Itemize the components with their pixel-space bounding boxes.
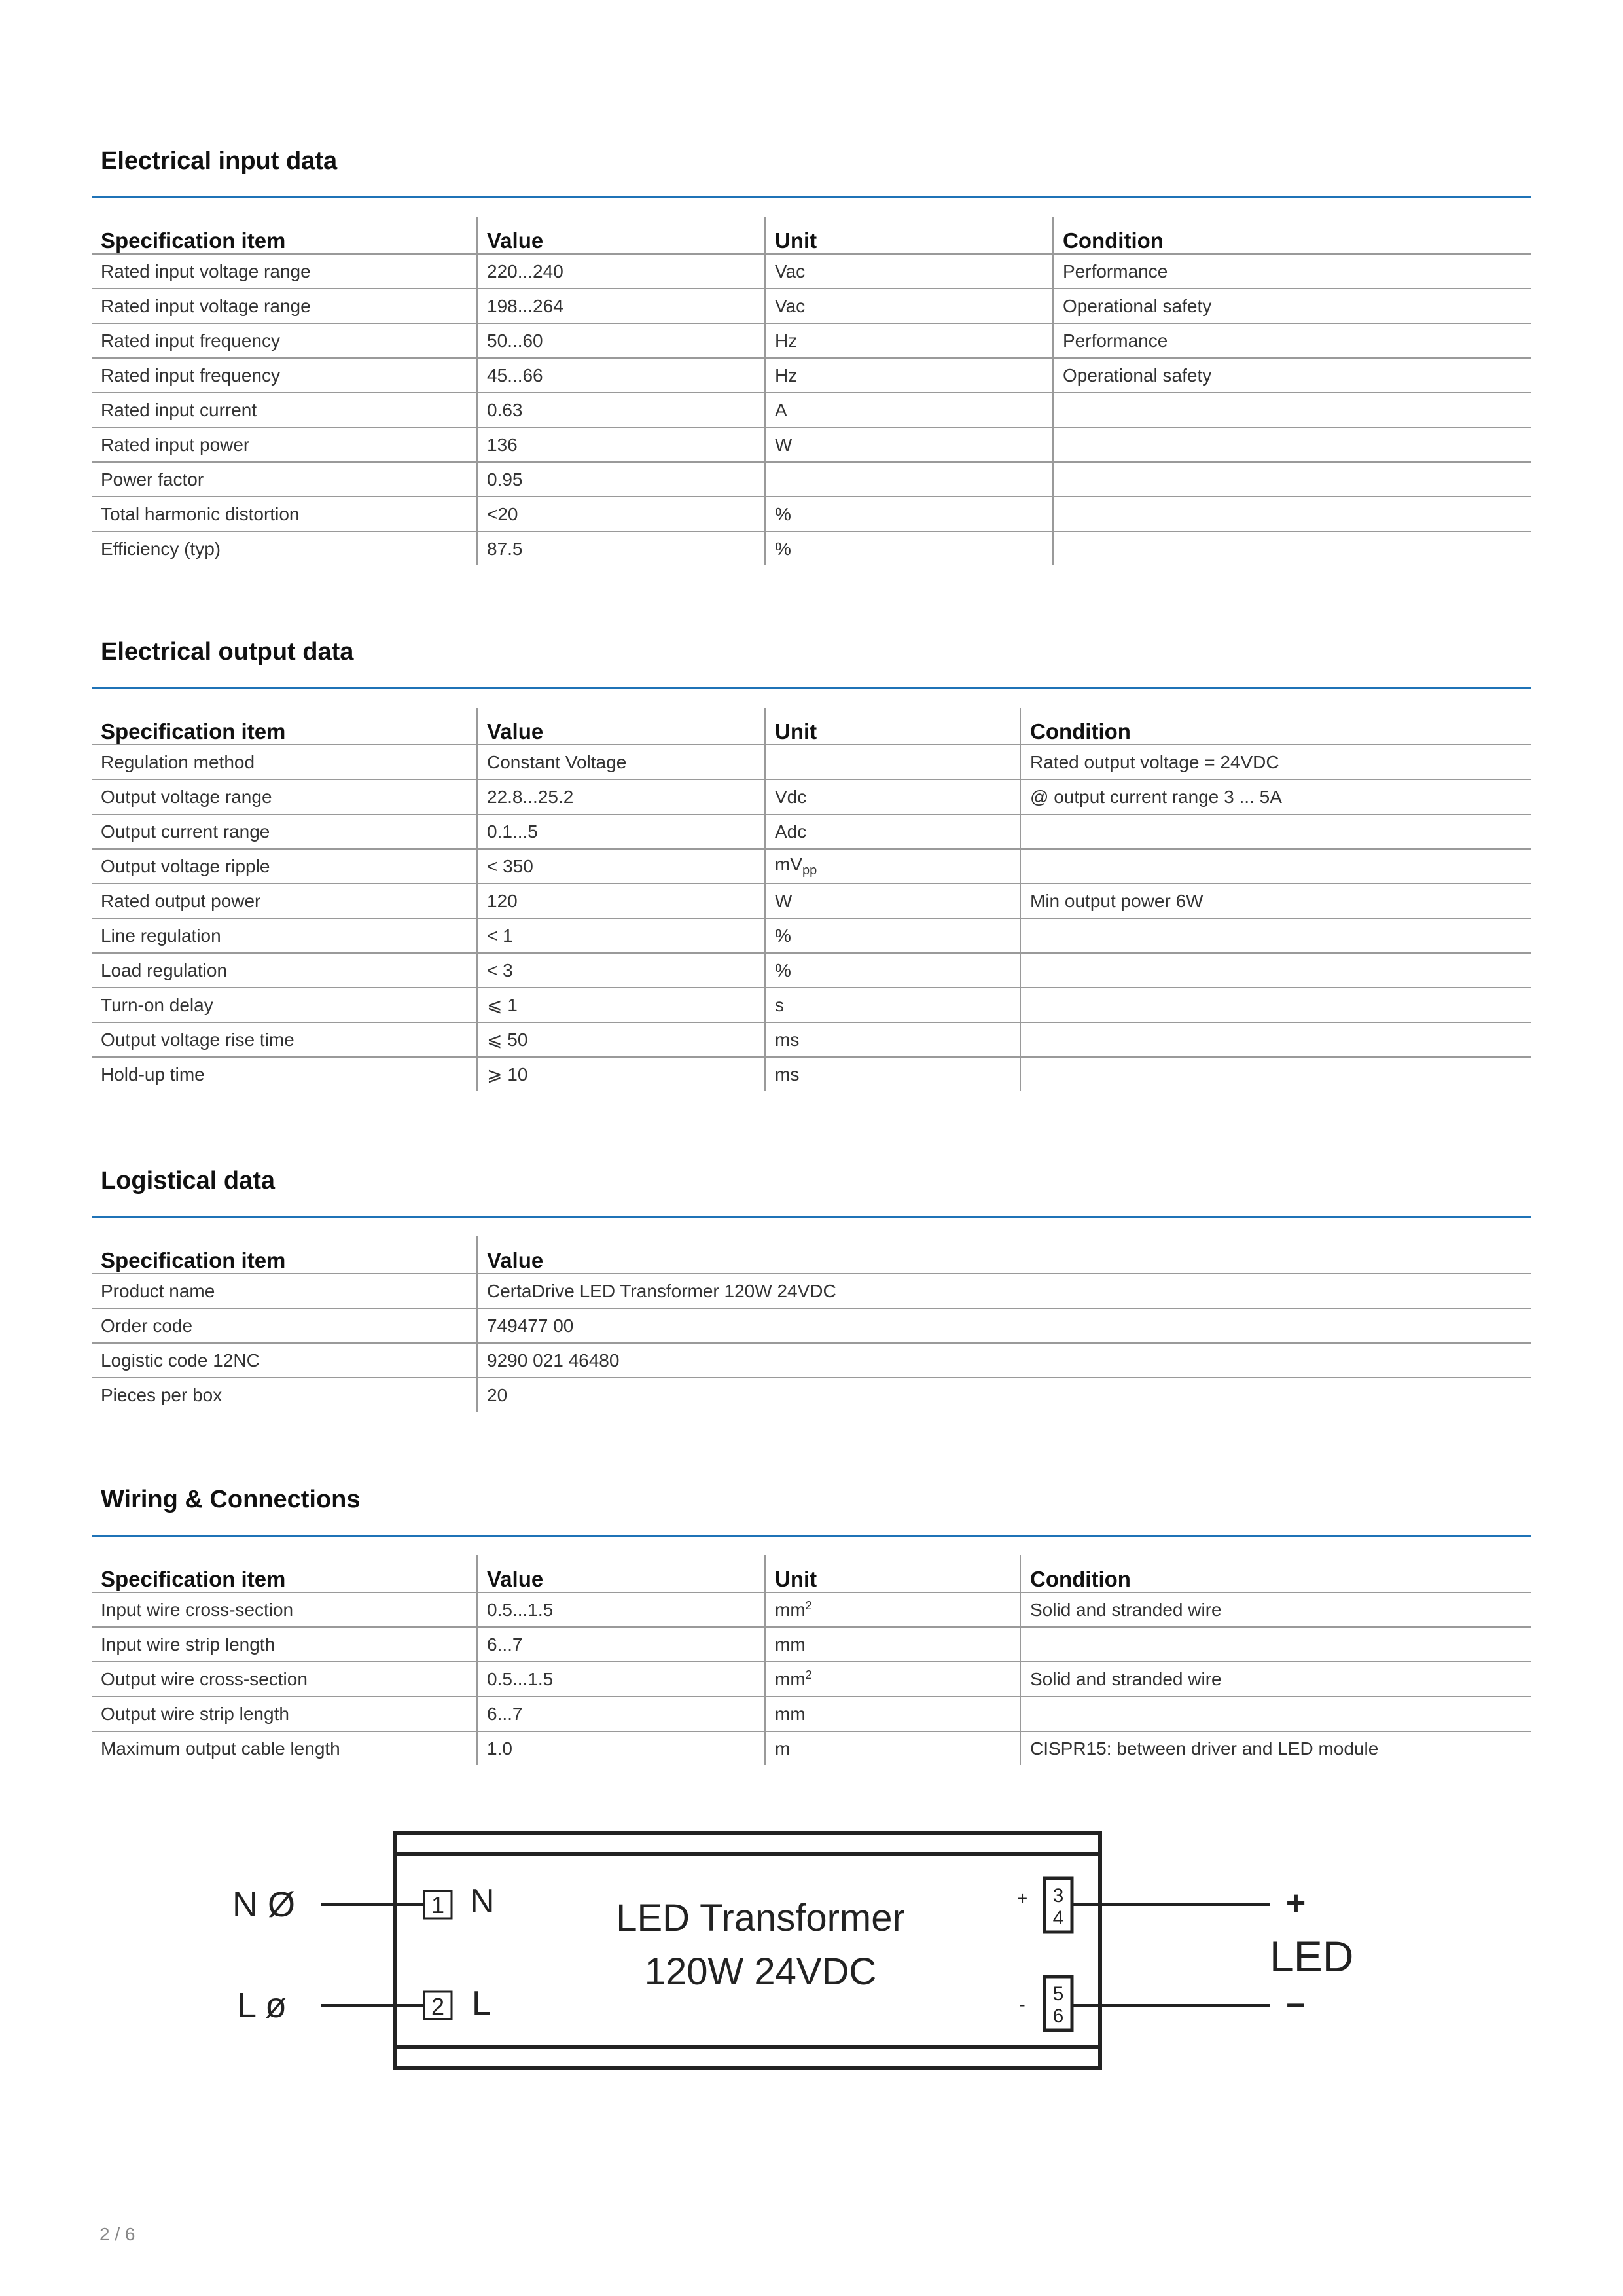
cell-unit — [765, 462, 1053, 497]
cell-item: Output voltage rise time — [92, 1022, 477, 1057]
table-row — [92, 254, 1531, 289]
cell-condition — [1020, 1696, 1531, 1731]
cell-condition — [1020, 988, 1531, 1022]
unit-main: mm — [775, 1669, 806, 1689]
cell-unit: % — [765, 497, 1053, 531]
cell-unit: Vac — [765, 289, 1053, 323]
unit-subscript: pp — [802, 863, 817, 878]
cell-condition — [1020, 918, 1531, 953]
table-row — [92, 1627, 1531, 1662]
table-row — [92, 814, 1531, 849]
cell-item: Input wire cross-section — [92, 1592, 477, 1627]
cell-item: Regulation method — [92, 745, 477, 780]
terminal-4-number: 4 — [1052, 1907, 1064, 1929]
header-unit: Unit — [765, 1555, 1020, 1592]
cell-value: < 3 — [477, 953, 765, 988]
table-row — [92, 393, 1531, 427]
cell-item: Input wire strip length — [92, 1627, 477, 1662]
cell-value: 50...60 — [477, 323, 765, 358]
cell-value: Constant Voltage — [477, 745, 765, 780]
cell-value: 0.95 — [477, 462, 765, 497]
cell-value: 9290 021 46480 — [477, 1343, 1531, 1378]
cell-unit: Vac — [765, 254, 1053, 289]
cell-value: ⩾ 10 — [477, 1057, 765, 1091]
cell-condition: @ output current range 3 ... 5A — [1020, 780, 1531, 814]
cell-item: Turn-on delay — [92, 988, 477, 1022]
cell-condition — [1020, 1022, 1531, 1057]
cell-value: < 350 — [477, 849, 765, 884]
cell-condition — [1020, 1627, 1531, 1662]
inner-minus-sign: - — [1019, 1994, 1026, 2015]
cell-unit: mm — [765, 1627, 1020, 1662]
section-divider — [92, 1535, 1531, 1537]
table-row — [92, 1022, 1531, 1057]
cell-value: 22.8...25.2 — [477, 780, 765, 814]
cell-unit: A — [765, 393, 1053, 427]
cell-item: Hold-up time — [101, 1064, 205, 1085]
table-row — [92, 745, 1531, 780]
cell-item: Output current range — [92, 814, 477, 849]
unit-main: mV — [775, 854, 802, 874]
cell-unit — [765, 1592, 1020, 1627]
inner-plus-sign: + — [1016, 1888, 1028, 1909]
cell-value: 20 — [477, 1378, 1531, 1412]
cell-condition: Performance — [1053, 254, 1531, 289]
cell-unit — [765, 849, 1020, 884]
table-header-row — [92, 708, 1531, 745]
cell-value: 0.5...1.5 — [477, 1592, 765, 1627]
header-condition: Condition — [1020, 708, 1531, 745]
header-value: Value — [477, 1555, 765, 1592]
cell-value: 87.5 — [477, 531, 765, 565]
cell-unit: mm — [765, 1696, 1020, 1731]
cell-item: Total harmonic distortion — [92, 497, 477, 531]
cell-item: Load regulation — [92, 953, 477, 988]
table-row — [92, 497, 1531, 531]
cell-value: ⩽ 50 — [477, 1022, 765, 1057]
terminal-1-number: 1 — [431, 1892, 445, 1918]
table-row — [92, 1731, 1531, 1765]
cell-condition — [1020, 953, 1531, 988]
cell-value: 45...66 — [477, 358, 765, 393]
cell-item: Product name — [92, 1274, 477, 1308]
cell-unit — [765, 745, 1020, 780]
table-row — [92, 780, 1531, 814]
cell-value: 6...7 — [477, 1696, 765, 1731]
cell-unit: Hz — [765, 358, 1053, 393]
terminal-6-number: 6 — [1052, 2005, 1064, 2027]
transformer-name: LED Transformer — [616, 1897, 905, 1939]
input-l-label: L ø — [237, 1986, 287, 2025]
table-row — [92, 918, 1531, 953]
cell-condition — [1020, 849, 1531, 884]
cell-item: Rated input voltage range — [92, 289, 477, 323]
table-row — [92, 1662, 1531, 1696]
cell-item: Rated input frequency — [92, 358, 477, 393]
section-title: Electrical input data — [101, 147, 338, 175]
cell-value: 198...264 — [477, 289, 765, 323]
output-plus-label: + — [1285, 1884, 1306, 1922]
cell-condition: Min output power 6W — [1020, 884, 1531, 918]
table-row — [92, 462, 1531, 497]
output-minus-label: – — [1286, 1984, 1306, 2022]
logistical-table — [92, 1236, 1531, 1412]
cell-item: Output wire cross-section — [92, 1662, 477, 1696]
cell-value: < 1 — [477, 918, 765, 953]
cell-item: Maximum output cable length — [101, 1738, 340, 1759]
cell-unit: s — [765, 988, 1020, 1022]
cell-condition — [1020, 1057, 1531, 1091]
cell-unit: W — [765, 427, 1053, 462]
table-row — [92, 1274, 1531, 1308]
cell-item: Efficiency (typ) — [101, 538, 221, 559]
table-row — [92, 323, 1531, 358]
cell-condition: Operational safety — [1053, 289, 1531, 323]
table-row — [92, 358, 1531, 393]
table-row — [92, 953, 1531, 988]
cell-condition: Solid and stranded wire — [1020, 1592, 1531, 1627]
cell-unit: ms — [765, 1057, 1020, 1091]
header-value: Value — [477, 217, 765, 254]
led-label: LED — [1270, 1932, 1354, 1981]
header-condition: Condition — [1020, 1555, 1531, 1592]
terminal-2-number: 2 — [431, 1993, 445, 2020]
header-spec-item: Specification item — [92, 1236, 477, 1274]
header-spec-item: Specification item — [92, 217, 477, 254]
cell-condition — [1053, 531, 1531, 565]
wiring-table — [92, 1555, 1531, 1765]
cell-condition: Rated output voltage = 24VDC — [1020, 745, 1531, 780]
table-row — [92, 1057, 1531, 1091]
cell-condition: Performance — [1053, 323, 1531, 358]
table-row — [92, 289, 1531, 323]
table-row — [92, 849, 1531, 884]
cell-condition — [1053, 462, 1531, 497]
header-unit: Unit — [765, 217, 1053, 254]
cell-unit: ms — [765, 1022, 1020, 1057]
table-row — [92, 884, 1531, 918]
section-title: Electrical output data — [101, 638, 354, 666]
table-header-row — [92, 217, 1531, 254]
cell-condition: Solid and stranded wire — [1020, 1662, 1531, 1696]
cell-value: 1.0 — [477, 1731, 765, 1765]
cell-item: Output voltage ripple — [92, 849, 477, 884]
transformer-rating: 120W 24VDC — [644, 1950, 877, 1993]
cell-value: 220...240 — [477, 254, 765, 289]
cell-value: CertaDrive LED Transformer 120W 24VDC — [477, 1274, 1531, 1308]
cell-value: 0.5...1.5 — [477, 1662, 765, 1696]
table-row — [92, 1696, 1531, 1731]
terminal-5-number: 5 — [1052, 1983, 1064, 2005]
cell-condition: Operational safety — [1053, 358, 1531, 393]
header-value: Value — [477, 708, 765, 745]
table-row — [92, 1343, 1531, 1378]
cell-item: Logistic code 12NC — [92, 1343, 477, 1378]
cell-value: <20 — [477, 497, 765, 531]
cell-condition: CISPR15: between driver and LED module — [1020, 1731, 1531, 1765]
table-row — [92, 427, 1531, 462]
cell-unit: Hz — [765, 323, 1053, 358]
table-row — [92, 1308, 1531, 1343]
cell-condition — [1020, 814, 1531, 849]
cell-value: 6...7 — [477, 1627, 765, 1662]
cell-unit — [765, 1662, 1020, 1696]
header-unit: Unit — [765, 708, 1020, 745]
cell-condition — [1053, 497, 1531, 531]
header-condition: Condition — [1053, 217, 1531, 254]
cell-value: 0.1...5 — [477, 814, 765, 849]
cell-item: Rated input voltage range — [92, 254, 477, 289]
cell-condition — [1053, 393, 1531, 427]
section-divider — [92, 1216, 1531, 1218]
cell-unit: % — [765, 918, 1020, 953]
cell-value: 749477 00 — [477, 1308, 1531, 1343]
cell-item: Rated input current — [92, 393, 477, 427]
table-row — [92, 988, 1531, 1022]
table-row — [92, 1592, 1531, 1627]
section-title: Logistical data — [101, 1167, 276, 1194]
unit-superscript: 2 — [805, 1668, 812, 1681]
page-number: 2 / 6 — [99, 2224, 135, 2244]
section-title: Wiring & Connections — [101, 1486, 361, 1513]
cell-item: Rated input power — [92, 427, 477, 462]
cell-condition — [1053, 427, 1531, 462]
cell-unit: Vdc — [765, 780, 1020, 814]
table-header-row — [92, 1236, 1531, 1274]
terminal-n-letter: N — [470, 1882, 495, 1920]
cell-item: Rated input frequency — [92, 323, 477, 358]
cell-unit: m — [765, 1731, 1020, 1765]
unit-main: mm — [775, 1600, 806, 1620]
cell-item: Output wire strip length — [92, 1696, 477, 1731]
cell-value: ⩽ 1 — [477, 988, 765, 1022]
cell-item: Order code — [92, 1308, 477, 1343]
header-spec-item: Specification item — [92, 708, 477, 745]
terminal-3-number: 3 — [1052, 1885, 1064, 1907]
cell-item: Line regulation — [92, 918, 477, 953]
cell-unit: % — [765, 531, 1053, 565]
table-row — [92, 531, 1531, 565]
table-header-row — [92, 1555, 1531, 1592]
cell-item: Output voltage range — [92, 780, 477, 814]
cell-value: 120 — [477, 884, 765, 918]
wiring-diagram — [196, 1806, 1374, 2081]
electrical-input-table — [92, 217, 1531, 565]
terminal-l-letter: L — [472, 1984, 491, 2022]
section-divider — [92, 196, 1531, 198]
cell-item: Rated output power — [92, 884, 477, 918]
cell-unit: % — [765, 953, 1020, 988]
unit-superscript: 2 — [805, 1599, 812, 1612]
cell-item: Power factor — [92, 462, 477, 497]
cell-unit: W — [765, 884, 1020, 918]
electrical-output-table — [92, 708, 1531, 1091]
cell-value: 136 — [477, 427, 765, 462]
header-value: Value — [477, 1236, 1531, 1274]
cell-value: 0.63 — [477, 393, 765, 427]
cell-unit: Adc — [765, 814, 1020, 849]
section-divider — [92, 687, 1531, 689]
header-spec-item: Specification item — [92, 1555, 477, 1592]
table-row — [92, 1378, 1531, 1412]
cell-item: Pieces per box — [101, 1384, 223, 1405]
input-n-label: N Ø — [232, 1885, 296, 1924]
